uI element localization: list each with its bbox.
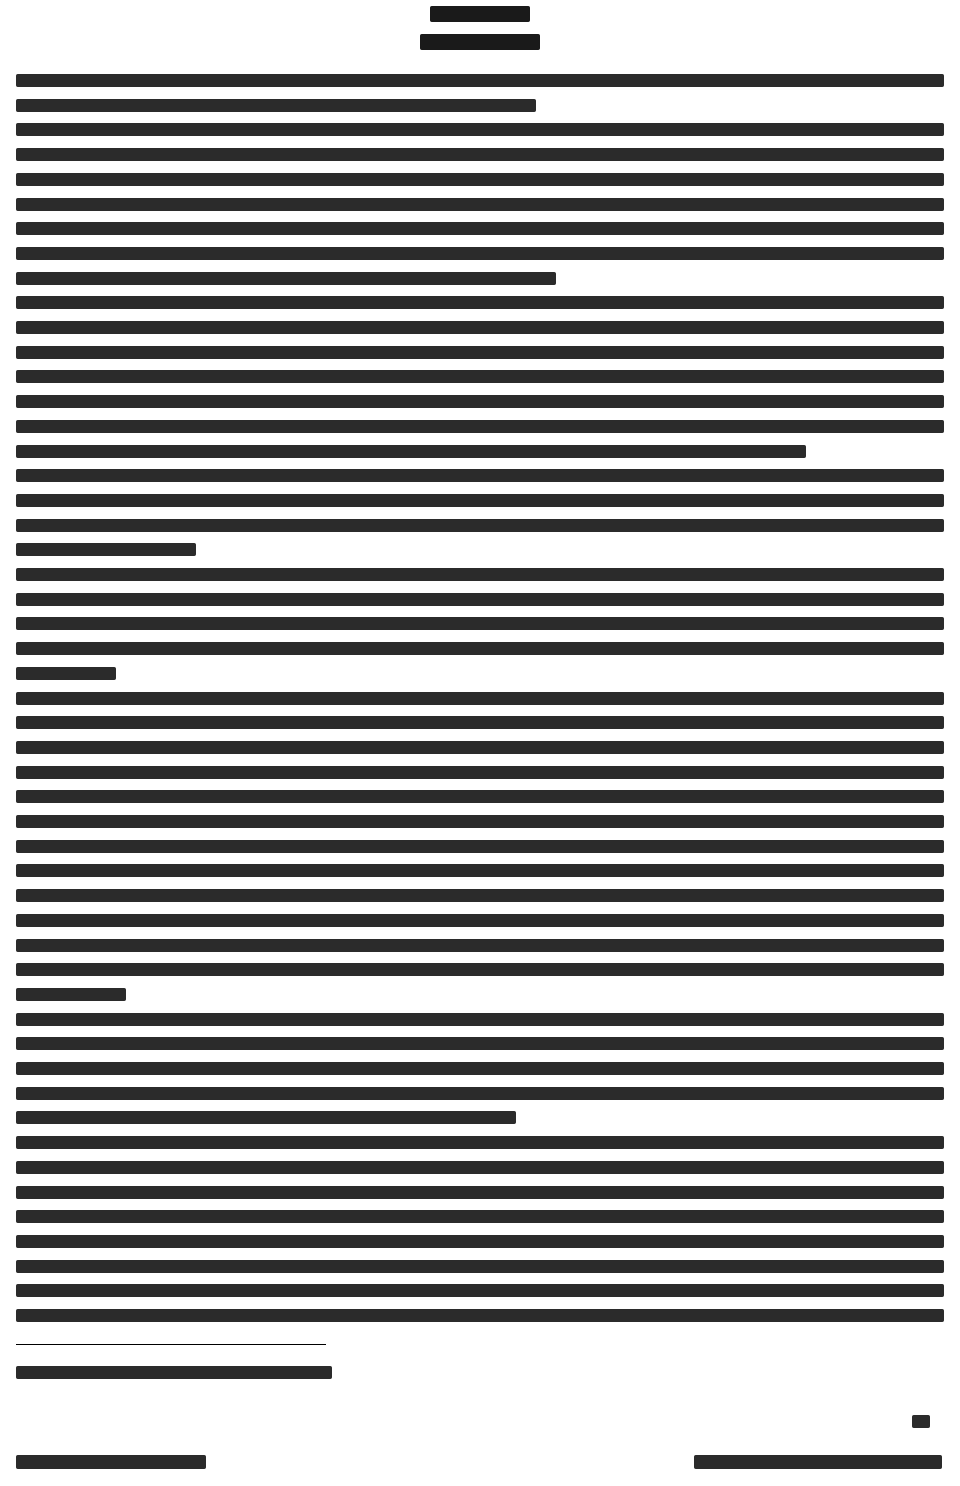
body-text-line [16,296,944,309]
article-heading [0,0,960,58]
body-text-line [16,790,944,803]
body-text-line [16,939,944,952]
body-text-line [16,99,536,112]
body-text-line [16,74,944,87]
body-text-line [16,1087,944,1100]
body-text-line [16,123,944,136]
body-text-line [16,1013,944,1026]
body-text-line [16,173,944,186]
body-text-line [16,766,944,779]
footer-right [694,1455,942,1469]
article-body [0,74,960,1334]
body-text-line [16,1309,944,1322]
body-text-line [16,914,944,927]
body-text-line [16,148,944,161]
body-text-line [16,642,944,655]
body-text-line [16,1111,516,1124]
body-text-line [16,864,944,877]
body-text-line [16,519,944,532]
body-text-line [16,1235,944,1248]
heading-line-2 [420,34,540,50]
footnote-separator [16,1344,326,1345]
body-text-line [16,741,944,754]
body-text-line [16,1136,944,1149]
body-text-line [16,469,944,482]
body-text-line [16,1284,944,1297]
body-text-line [16,593,944,606]
body-text-line [16,445,806,458]
body-text-line [16,1260,944,1273]
heading-line-1 [430,6,530,22]
body-text-line [16,272,556,285]
body-text-line [16,568,944,581]
page-number [912,1415,930,1428]
body-text-line [16,1037,944,1050]
body-text-line [16,963,944,976]
body-text-line [16,222,944,235]
body-text-line [16,370,944,383]
body-text-line [16,247,944,260]
body-text-line [16,667,116,680]
footer-left [16,1455,206,1469]
body-text-line [16,420,944,433]
body-text-line [16,988,126,1001]
body-text-line [16,1062,944,1075]
body-text-line [16,198,944,211]
body-text-line [16,321,944,334]
body-text-line [16,1161,944,1174]
body-text-line [16,395,944,408]
body-text-line [16,543,196,556]
footnote [16,1366,332,1379]
body-text-line [16,840,944,853]
body-text-line [16,716,944,729]
body-text-line [16,346,944,359]
body-text-line [16,617,944,630]
body-text-line [16,692,944,705]
body-text-line [16,1210,944,1223]
body-text-line [16,494,944,507]
body-text-line [16,815,944,828]
body-text-line [16,889,944,902]
body-text-line [16,1186,944,1199]
